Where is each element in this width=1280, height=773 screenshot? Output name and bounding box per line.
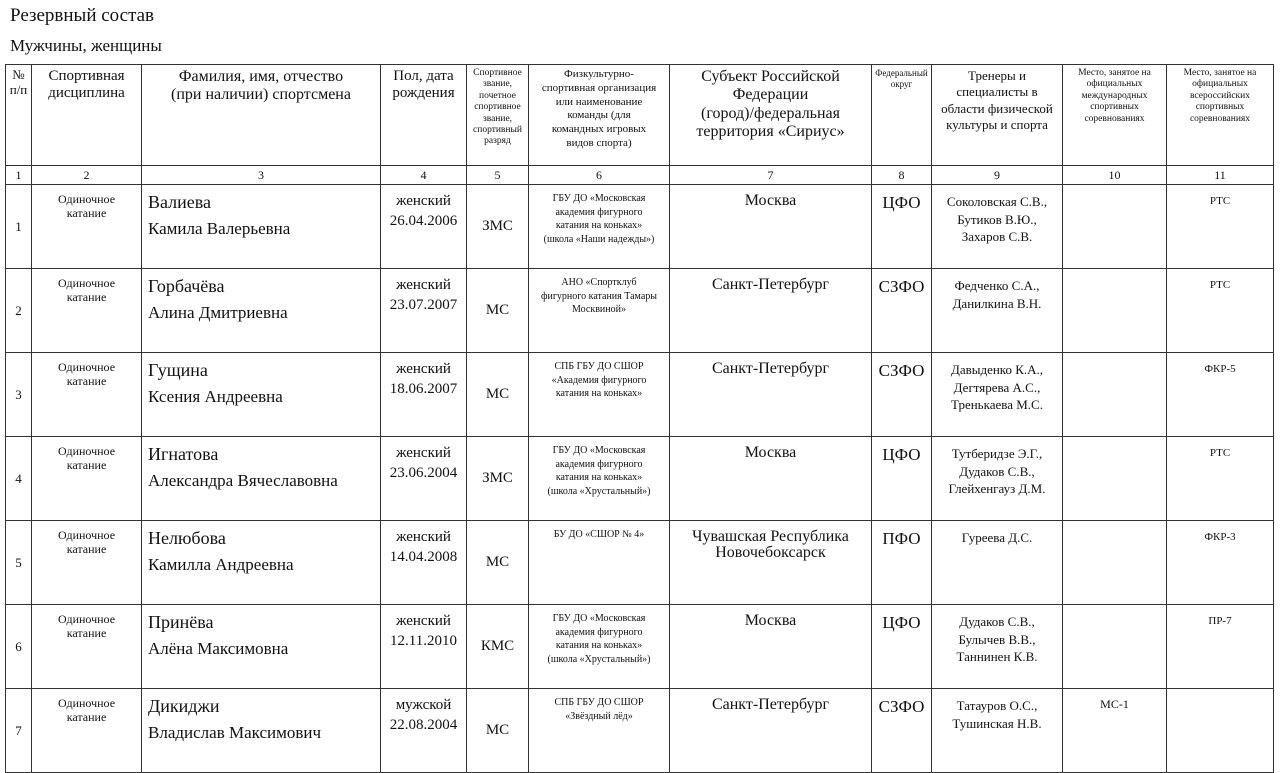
discipline-cell	[32, 437, 142, 521]
row-number: 6	[6, 605, 32, 689]
table-row	[6, 269, 1274, 353]
header-line: официальных	[1086, 79, 1143, 90]
row-number: 2	[6, 269, 32, 353]
document-subtitle: Мужчины, женщины	[10, 36, 162, 55]
discipline-line: катание	[66, 289, 107, 304]
athlete-name-cell	[142, 521, 381, 605]
header-line: команды (для	[567, 109, 631, 122]
sport-rank: МС	[467, 521, 529, 605]
sport-rank: ЗМС	[467, 437, 529, 521]
column-number: 8	[872, 166, 932, 185]
header-line: или наименование	[555, 95, 643, 108]
coach-line: Данилкина В.Н.	[952, 295, 1042, 311]
organization-line: академия фигурного	[555, 626, 643, 638]
header-line: почетное	[479, 90, 516, 101]
discipline-line: катание	[66, 709, 107, 724]
region-line: Москва	[744, 444, 797, 461]
organization-line: АНО «Спортклуб	[561, 277, 637, 288]
athlete-first-names: Алина Дмитриевна	[148, 303, 288, 322]
discipline-line: Одиночное	[57, 696, 116, 710]
organization-line: БУ ДО «СШОР № 4»	[553, 529, 645, 540]
header-row	[6, 65, 1274, 166]
discipline-cell	[32, 353, 142, 437]
coach-line: Дудаков С.В.,	[959, 463, 1035, 479]
column-number: 2	[32, 166, 142, 185]
international-place	[1063, 521, 1167, 605]
federal-district: ЦФО	[872, 437, 932, 521]
header-line: дисциплина	[48, 85, 125, 102]
header-line: спортивный	[473, 124, 522, 135]
athlete-first-names: Ксения Андреевна	[148, 387, 283, 406]
column-header-2	[32, 65, 142, 166]
table-row	[6, 185, 1274, 269]
header-line: округ	[890, 78, 913, 89]
athlete-last-name: Нелюбова	[148, 528, 226, 548]
sport-rank: МС	[467, 353, 529, 437]
discipline-cell	[32, 689, 142, 773]
table-row	[6, 353, 1274, 437]
discipline-cell	[32, 269, 142, 353]
gender: женский	[396, 193, 451, 209]
federal-district: СЗФО	[872, 689, 932, 773]
discipline-line: катание	[66, 625, 107, 640]
column-number: 4	[381, 166, 467, 185]
header-line: разряд	[484, 136, 511, 147]
coaches-cell	[932, 269, 1063, 353]
organization-line: «Академия фигурного	[551, 374, 647, 386]
organization-line: ГБУ ДО «Московская	[552, 193, 646, 204]
row-number: 3	[6, 353, 32, 437]
header-line: территория «Сириус»	[696, 123, 845, 141]
row-number: 7	[6, 689, 32, 773]
organization-line: «Звёздный лёд»	[565, 710, 633, 722]
region-cell	[670, 521, 872, 605]
header-line: Физкультурно-	[564, 68, 634, 80]
discipline-line: катание	[66, 457, 107, 472]
region-cell	[670, 353, 872, 437]
region-cell	[670, 185, 872, 269]
gender-birth-cell	[381, 605, 467, 689]
column-number: 9	[932, 166, 1063, 185]
gender-birth-cell	[381, 437, 467, 521]
organization-line: фигурного катания Тамары	[541, 290, 657, 302]
athlete-name-cell	[142, 437, 381, 521]
header-line: спортивная организация	[541, 81, 657, 94]
national-place: ФКР-3	[1167, 521, 1274, 605]
coach-line: Федченко С.А.,	[954, 278, 1040, 293]
header-line: официальных	[1192, 79, 1248, 90]
discipline-cell	[32, 605, 142, 689]
federal-district: СЗФО	[872, 353, 932, 437]
header-line: видов спорта)	[566, 136, 632, 149]
national-place: ФКР-5	[1167, 353, 1274, 437]
region-line: Санкт-Петербург	[711, 360, 830, 377]
header-line: Место, занятое на	[1078, 68, 1151, 78]
header-line: Субъект Российской	[701, 68, 840, 85]
header-line: Фамилия, имя, отчество	[178, 68, 344, 85]
region-cell	[670, 689, 872, 773]
table-row	[6, 689, 1274, 773]
coach-line: Дегтярева А.С.,	[953, 379, 1041, 395]
coach-line: Тушинская Н.В.	[952, 715, 1042, 731]
coach-line: Булычев В.В.,	[958, 631, 1036, 647]
athletes-table	[5, 64, 1274, 773]
header-line: области физической	[941, 100, 1053, 116]
gender-birth-cell	[381, 689, 467, 773]
discipline-cell	[32, 185, 142, 269]
coaches-cell	[932, 689, 1063, 773]
coaches-cell	[932, 521, 1063, 605]
discipline-line: Одиночное	[57, 612, 116, 626]
coach-line: Давыденко К.А.,	[950, 362, 1044, 377]
region-cell	[670, 605, 872, 689]
national-place: РТС	[1167, 185, 1274, 269]
organization-line: (школа «Хрустальный»)	[547, 653, 651, 665]
sport-rank: КМС	[467, 605, 529, 689]
international-place	[1063, 269, 1167, 353]
organization-cell	[529, 269, 670, 353]
coach-line: Гуреева Д.С.	[961, 530, 1033, 545]
region-line: Санкт-Петербург	[711, 276, 830, 293]
athlete-first-names: Алёна Максимовна	[148, 639, 289, 658]
gender: мужской	[395, 697, 452, 713]
athlete-name-cell	[142, 605, 381, 689]
national-place: ПР-7	[1167, 605, 1274, 689]
column-number: 11	[1167, 166, 1274, 185]
organization-cell	[529, 353, 670, 437]
column-number: 6	[529, 166, 670, 185]
column-header-6	[529, 65, 670, 166]
header-line: командных игровых	[551, 123, 647, 135]
discipline-line: Одиночное	[57, 192, 116, 206]
column-number: 5	[467, 166, 529, 185]
organization-cell	[529, 689, 670, 773]
federal-district: ЦФО	[872, 605, 932, 689]
column-number: 3	[142, 166, 381, 185]
discipline-line: Одиночное	[57, 360, 116, 374]
region-line: Чувашская Республика	[692, 528, 849, 545]
coaches-cell	[932, 437, 1063, 521]
athlete-last-name: Гущина	[148, 360, 208, 380]
birth-date: 23.07.2007	[389, 296, 458, 313]
header-line: звание,	[482, 113, 513, 124]
coach-line: Бутиков В.Ю.,	[957, 211, 1037, 227]
column-number-row	[6, 166, 1274, 185]
athlete-first-names: Александра Вячеславовна	[148, 471, 338, 490]
header-line: Федеральный	[875, 68, 928, 78]
discipline-cell	[32, 521, 142, 605]
organization-line: ГБУ ДО «Московская	[552, 613, 646, 624]
column-header-4	[381, 65, 467, 166]
national-place	[1167, 689, 1274, 773]
athlete-last-name: Игнатова	[148, 444, 219, 464]
row-number: 1	[6, 185, 32, 269]
column-header-7	[670, 65, 872, 166]
column-header-3	[142, 65, 381, 166]
column-number: 1	[6, 166, 32, 185]
header-line: соревнованиях	[1084, 113, 1145, 124]
organization-line: катания на коньках»	[555, 640, 643, 651]
birth-date: 14.04.2008	[389, 548, 458, 565]
organization-cell	[529, 185, 670, 269]
coach-line: Тренькаева М.С.	[951, 397, 1043, 413]
region-cell	[670, 269, 872, 353]
organization-line: катания на коньках»	[555, 388, 643, 399]
coach-line: Таннинен К.В.	[956, 649, 1038, 665]
gender: женский	[396, 277, 451, 293]
row-number: 5	[6, 521, 32, 605]
athlete-last-name: Дикиджи	[148, 696, 220, 716]
gender: женский	[396, 529, 451, 545]
region-line: Санкт-Петербург	[711, 696, 830, 713]
coach-line: Дудаков С.В.,	[959, 614, 1035, 629]
gender: женский	[396, 361, 451, 377]
header-line: №	[12, 67, 25, 82]
coach-line: Татауров О.С.,	[956, 698, 1038, 713]
coach-line: Соколовская С.В.,	[946, 194, 1048, 209]
discipline-line: Одиночное	[57, 276, 116, 290]
coaches-cell	[932, 185, 1063, 269]
coaches-cell	[932, 353, 1063, 437]
athlete-last-name: Горбачёва	[148, 276, 225, 296]
organization-cell	[529, 605, 670, 689]
athlete-name-cell	[142, 185, 381, 269]
international-place	[1063, 437, 1167, 521]
header-line: звание,	[482, 79, 513, 90]
birth-date: 12.11.2010	[390, 632, 457, 649]
header-line: спортивное	[474, 102, 521, 113]
region-cell	[670, 437, 872, 521]
header-line: культуры и спорта	[946, 116, 1048, 132]
athlete-first-names: Владислав Максимович	[148, 723, 322, 742]
column-header-10	[1063, 65, 1167, 166]
column-header-5	[467, 65, 529, 166]
coach-line: Тутберидзе Э.Г.,	[951, 446, 1043, 461]
athlete-name-cell	[142, 353, 381, 437]
coach-line: Захаров С.В.	[961, 229, 1033, 245]
organization-line: СПБ ГБУ ДО СШОР	[554, 697, 644, 708]
header-line: Федерации	[732, 86, 809, 104]
federal-district: СЗФО	[872, 269, 932, 353]
birth-date: 23.06.2004	[389, 464, 458, 481]
header-line: специалисты в	[956, 84, 1038, 100]
discipline-line: катание	[66, 541, 107, 556]
gender-birth-cell	[381, 521, 467, 605]
header-line: международных	[1081, 90, 1148, 101]
organization-line: СПБ ГБУ ДО СШОР	[554, 361, 644, 372]
organization-cell	[529, 521, 670, 605]
column-number: 7	[670, 166, 872, 185]
gender: женский	[396, 613, 451, 629]
national-place: РТС	[1167, 437, 1274, 521]
gender-birth-cell	[381, 353, 467, 437]
organization-cell	[529, 437, 670, 521]
organization-line: академия фигурного	[555, 458, 643, 470]
athlete-name-cell	[142, 269, 381, 353]
discipline-line: Одиночное	[57, 444, 116, 458]
organization-line: (школа «Хрустальный»)	[547, 485, 651, 497]
header-line: Спортивное	[473, 68, 522, 78]
table-row	[6, 521, 1274, 605]
gender-birth-cell	[381, 185, 467, 269]
athlete-name-cell	[142, 689, 381, 773]
federal-district: ПФО	[872, 521, 932, 605]
discipline-line: катание	[66, 373, 107, 388]
birth-date: 26.04.2006	[389, 212, 458, 229]
header-line: Пол, дата	[393, 68, 454, 84]
organization-line: ГБУ ДО «Московская	[552, 445, 646, 456]
organization-line: (школа «Наши надежды»)	[543, 233, 655, 245]
discipline-line: катание	[66, 205, 107, 220]
coach-line: Глейхенгауз Д.М.	[948, 481, 1046, 497]
column-header-11	[1167, 65, 1274, 166]
organization-line: катания на коньках»	[555, 472, 643, 483]
header-line: соревнованиях	[1189, 113, 1251, 124]
sport-rank: ЗМС	[467, 185, 529, 269]
international-place: МС-1	[1063, 689, 1167, 773]
column-header-1	[6, 65, 32, 166]
header-line: Спортивная	[48, 68, 125, 84]
header-line: Тренеры и	[968, 68, 1026, 83]
header-line: (при наличии) спортсмена	[171, 86, 351, 104]
header-line: спортивных	[1090, 102, 1139, 113]
column-header-8	[872, 65, 932, 166]
header-line: (город)/федеральная	[701, 104, 840, 122]
gender-birth-cell	[381, 269, 467, 353]
sport-rank: МС	[467, 689, 529, 773]
national-place: РТС	[1167, 269, 1274, 353]
athlete-last-name: Принёва	[148, 612, 214, 632]
gender: женский	[396, 445, 451, 461]
birth-date: 22.08.2004	[389, 716, 458, 733]
header-line: рождения	[392, 85, 455, 102]
table-row	[6, 437, 1274, 521]
organization-line: Москвиной»	[572, 304, 626, 315]
birth-date: 18.06.2007	[389, 380, 458, 397]
region-line: Новочебоксарск	[715, 544, 826, 561]
column-header-9	[932, 65, 1063, 166]
header-line: Место, занятое на	[1183, 68, 1257, 78]
document-title: Резервный состав	[10, 5, 155, 26]
organization-line: катания на коньках»	[555, 220, 643, 231]
coaches-cell	[932, 605, 1063, 689]
international-place	[1063, 605, 1167, 689]
region-line: Москва	[744, 192, 797, 209]
sport-rank: МС	[467, 269, 529, 353]
athlete-last-name: Валиева	[148, 192, 212, 212]
athlete-first-names: Камилла Андреевна	[148, 555, 294, 574]
table-row	[6, 605, 1274, 689]
international-place	[1063, 353, 1167, 437]
region-line: Москва	[744, 612, 797, 629]
federal-district: ЦФО	[872, 185, 932, 269]
header-line: п/п	[9, 81, 28, 97]
row-number: 4	[6, 437, 32, 521]
athlete-first-names: Камила Валерьевна	[148, 219, 291, 238]
international-place	[1063, 185, 1167, 269]
column-number: 10	[1063, 166, 1167, 185]
header-line: спортивных	[1195, 102, 1245, 113]
discipline-line: Одиночное	[57, 528, 116, 542]
header-line: всероссийских	[1190, 90, 1250, 101]
organization-line: академия фигурного	[555, 206, 643, 218]
